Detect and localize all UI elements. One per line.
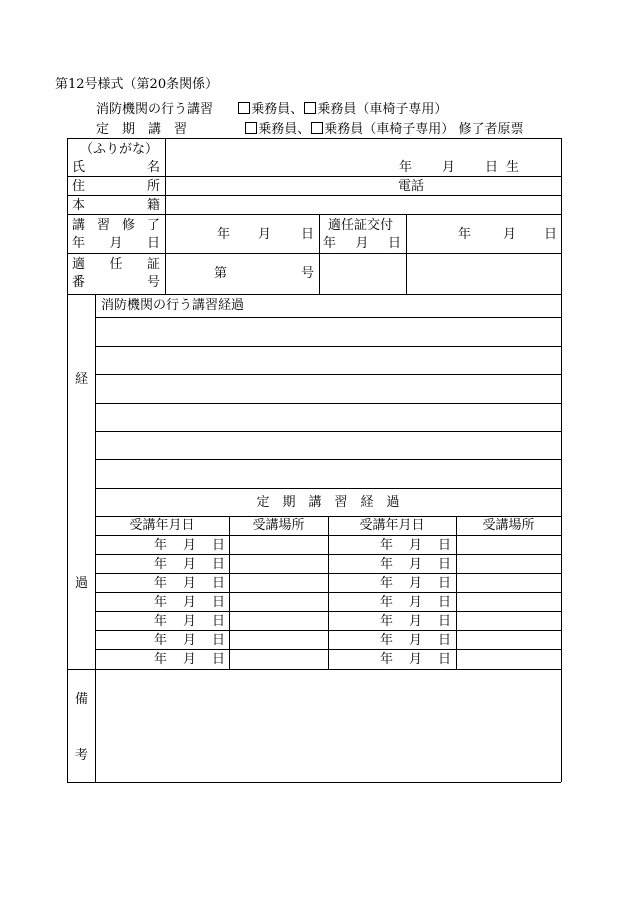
remarks-field[interactable]: [96, 670, 561, 782]
table-row-place[interactable]: [230, 650, 328, 668]
table-row-date[interactable]: 年 月 日: [154, 576, 226, 591]
birth-suffix: 生: [505, 160, 519, 175]
table-row-date[interactable]: 年 月 日: [154, 595, 226, 610]
domicile-label: 本 籍: [72, 198, 160, 213]
table-row-place[interactable]: [230, 631, 328, 649]
name-label: 氏 名: [72, 160, 160, 175]
cert-number-label-2: 番 号: [72, 275, 160, 290]
cert-issue-label-1: 適任証交付: [328, 218, 394, 233]
header-line-1: [96, 102, 447, 116]
completion-label-2: 年 月 日: [72, 236, 160, 251]
checkbox-icon[interactable]: [304, 102, 316, 114]
history-side-label-2: 過: [75, 576, 89, 591]
birth-year: 年: [399, 160, 413, 175]
table-row-date[interactable]: 年 月 日: [380, 614, 452, 629]
birth-date: [399, 161, 519, 174]
address-field[interactable]: [166, 177, 396, 194]
option-crew: 乗務員、: [258, 122, 311, 137]
birth-month: 月: [441, 160, 455, 175]
form-number: 第12号様式（第20条関係）: [55, 77, 219, 92]
cert-issue-date[interactable]: 年 月 日: [458, 227, 558, 242]
domicile-field[interactable]: [166, 196, 560, 213]
table-row-date[interactable]: 年 月 日: [380, 576, 452, 591]
completion-label-1: 講 習 修 了: [72, 218, 160, 233]
table-row-date[interactable]: 年 月 日: [380, 538, 452, 553]
blank-cell[interactable]: [320, 254, 406, 294]
table-row-place[interactable]: [457, 631, 561, 649]
table-row-date[interactable]: 年 月 日: [154, 633, 226, 648]
address-label: 住 所: [72, 179, 160, 194]
table-row-date[interactable]: 年 月 日: [380, 595, 452, 610]
checkbox-icon[interactable]: [238, 102, 250, 114]
phone-label: 電話: [398, 179, 425, 194]
option-crew-wheelchair: 乗務員（車椅子専用）: [324, 122, 455, 137]
furigana-label: （ふりがな）: [80, 142, 159, 157]
checkbox-icon[interactable]: [311, 122, 323, 134]
periodic-heading: 定 期 講 習 経 過: [256, 495, 400, 510]
table-row-place[interactable]: [457, 593, 561, 611]
birth-day: 日: [484, 160, 498, 175]
completion-date[interactable]: 年 月 日: [217, 227, 315, 242]
header-course-fire: 消防機関の行う講習: [96, 102, 214, 117]
header-line-2: [96, 122, 523, 136]
table-row-place[interactable]: [230, 555, 328, 573]
table-row-place[interactable]: [230, 593, 328, 611]
table-row-place[interactable]: [457, 555, 561, 573]
cert-number-label-1: 適 任 証: [72, 257, 160, 272]
checkbox-icon[interactable]: [245, 122, 257, 134]
table-row-place[interactable]: [457, 650, 561, 668]
option-crew-wheelchair: 乗務員（車椅子専用）: [317, 102, 448, 117]
table-row-place[interactable]: [457, 536, 561, 554]
blank-cell[interactable]: [407, 254, 561, 294]
header-course-periodic: 定 期 講 習: [96, 122, 188, 137]
table-row-date[interactable]: 年 月 日: [380, 557, 452, 572]
option-crew: 乗務員、: [251, 102, 304, 117]
col-date-header: 受講年月日: [359, 518, 425, 533]
history-side-label-1: 経: [75, 372, 89, 387]
col-place-header: 受講場所: [482, 518, 535, 533]
table-row-date[interactable]: 年 月 日: [154, 538, 226, 553]
cert-number-field[interactable]: 第 号: [214, 266, 315, 281]
table-row-place[interactable]: [457, 612, 561, 630]
table-row-place[interactable]: [230, 612, 328, 630]
table-row-date[interactable]: 年 月 日: [154, 614, 226, 629]
table-row-date[interactable]: 年 月 日: [154, 557, 226, 572]
table-row-place[interactable]: [230, 574, 328, 592]
name-field[interactable]: [166, 139, 396, 175]
col-date-header: 受講年月日: [129, 518, 195, 533]
header-suffix: 修了者原票: [458, 122, 524, 137]
table-row-date[interactable]: 年 月 日: [380, 652, 452, 667]
remarks-label-2: 考: [75, 748, 89, 763]
remarks-label-1: 備: [75, 692, 89, 707]
table-row-place[interactable]: [457, 574, 561, 592]
table-row-date[interactable]: 年 月 日: [380, 633, 452, 648]
table-row-place[interactable]: [230, 536, 328, 554]
table-row-date[interactable]: 年 月 日: [154, 652, 226, 667]
col-place-header: 受講場所: [252, 518, 305, 533]
cert-issue-label-2: 年 月 日: [323, 236, 401, 251]
fire-course-heading: 消防機関の行う講習経過: [101, 298, 245, 313]
